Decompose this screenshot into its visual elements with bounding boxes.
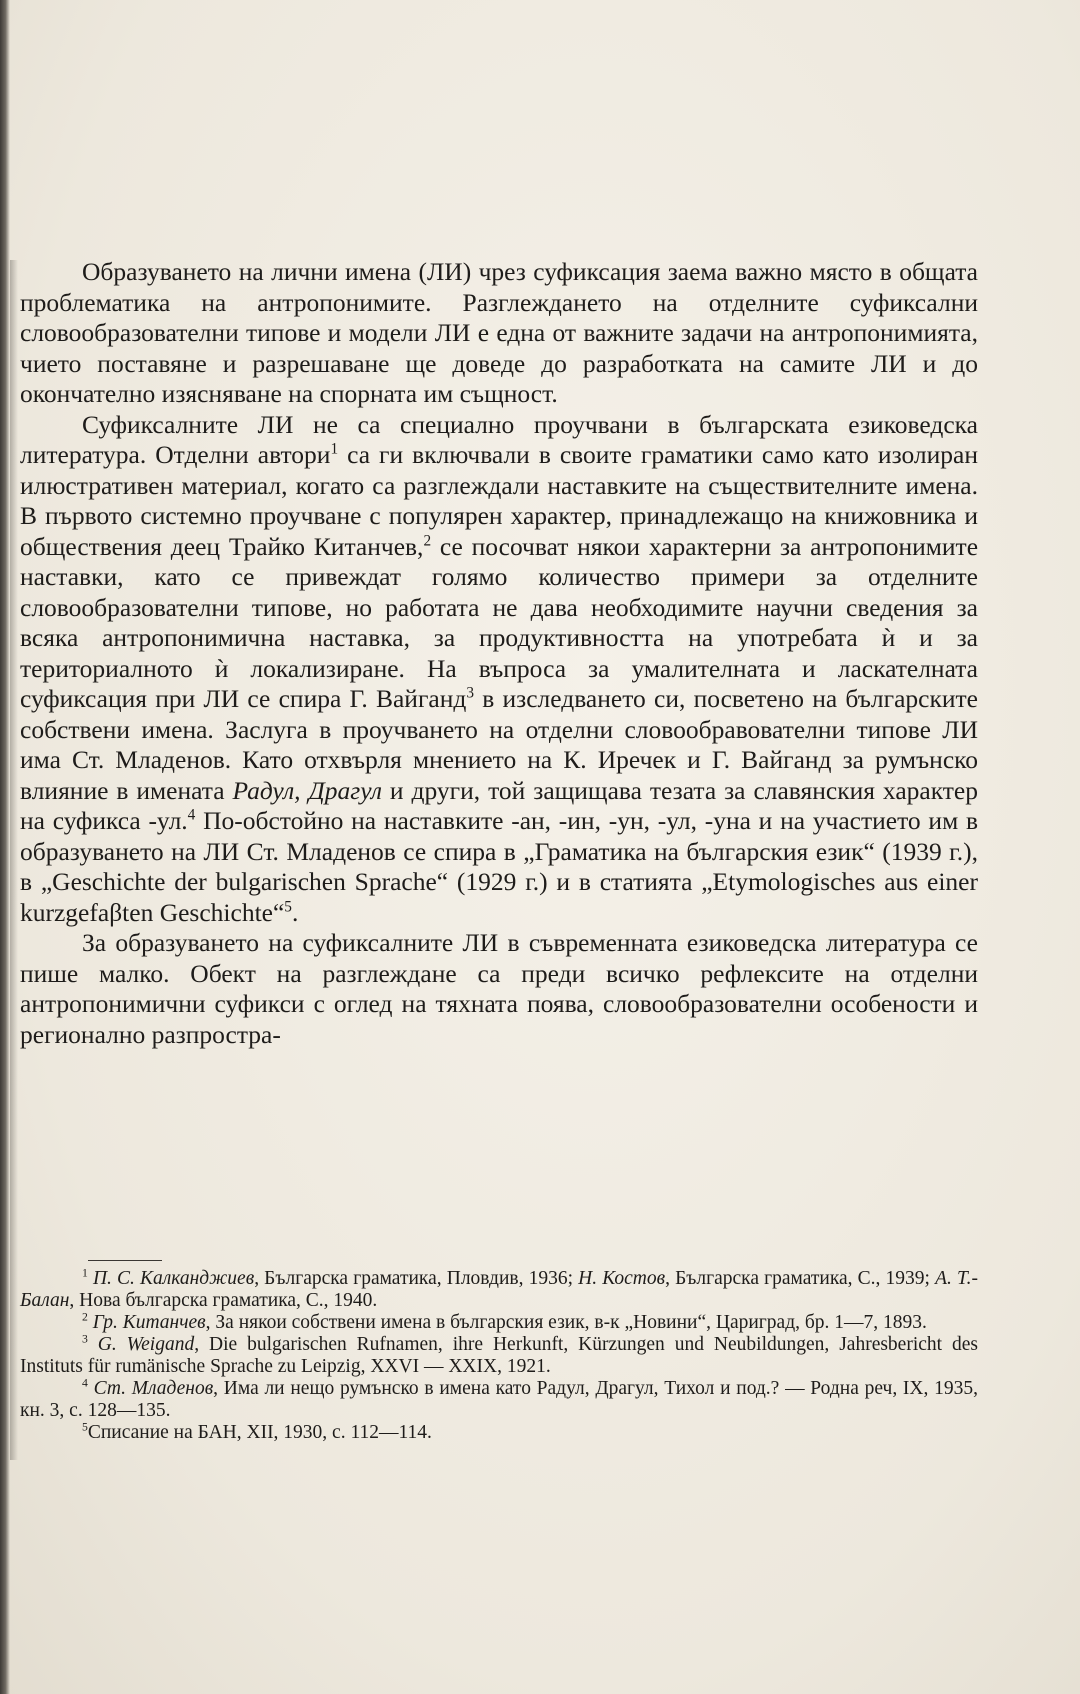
footnote-ref-4: 4 — [187, 806, 196, 824]
footnote-ref-5: 5 — [284, 898, 292, 915]
footnote-4: $^4$ Ст. Младенов, Има ли нещо румънско в имена като Радул, Драгул, Тихол и под.? — Родна реч, IX, 1935, кн. 3, с. 128—135. — [20, 1376, 978, 1421]
footnote-ref-3: 3 — [466, 684, 475, 702]
footnote-ref-2: 2 — [423, 532, 432, 549]
paragraph-2: Суфиксалните ЛИ не са специално проучвани в българската езиковедска литература. Отделни автори$^1$ са ги включвали в своите граматики само като изолиран илюстративен материал, когато са разглеждали наставките на съществителните имена. В първото системно проучване с популярен характер, принадлежащо на книжовника и обществения деец Трайко Китанчев,$^2$ се посочват някои характерни за антропонимите наставки, като се привеждат голямо количество примери за отделните словообразователни типове, но работата не дава необходимите научни сведения за всяка антропонимична наставка, за продуктивността на употребата ѝ и за териториалното ѝ локализиране. На въпроса за умалителната и ласкателната суфиксация при ЛИ се спира Г. Вайганд$^3$ в изследването си, посветено на българските собствени имена. Заслуга в проучването на отделни словообравователни типове ЛИ има Ст. Младенов. Като отхвърля мнението на К. Иречек и Г. Вайганд за румънско влияние в имената Радул, Драгул и други, той защищава тезата за славянския характер на суфикса -ул.$^4$ По-обстойно на наставките -ан, -ин, -ун, -ул, -уна и на участието им в образуването на ЛИ Ст. Младенов се спира в „Граматика на българския език“ (1939 г.), в „Geschichte der bulgarischen Sprache“ (1929 г.) и в статията „Etymologisches aus einer kurzgefaβten Geschichte“$^5$. — [20, 409, 979, 927]
paragraph-3: За образуването на суфиксалните ЛИ в съвременната езиковедска литература се пише малко. Обект на разглеждане са преди всичко рефлексите на отделни антропонимични суфикси с оглед на тяхната поява, словообразователни особености и регионално разпростра- — [20, 928, 978, 1049]
footnote-2: $^2$ Гр. Китанчев, За някои собствени имена в българския език, в-к „Новини“, Цариград, бр. 1—7, 1893. — [82, 1310, 927, 1333]
names-emphasis: Радул, Драгул — [232, 775, 382, 805]
page-edge-shadow — [10, 260, 18, 1460]
paragraph-1: Образуването на лични имена (ЛИ) чрез суфиксация заема важно място в общата проблематика на антропонимите. Разглеждането на отделните суфиксални словообразователни типове и модели ЛИ е една от важните задачи на антропонимията, чието поставяне и разрешаване ще доведе до разработката на самите ЛИ и до окончателно изясняване на спорната им същност. — [20, 257, 978, 408]
page-spine-shadow — [0, 0, 10, 1694]
footnote-5: $^5$Списание на БАН, XII, 1930, с. 112—114. — [82, 1420, 432, 1443]
main-text — [20, 257, 978, 1050]
footnote-divider — [88, 1260, 162, 1261]
footnotes — [20, 1268, 978, 1444]
footnote-ref-1: 1 — [330, 440, 339, 458]
footnote-1: $^1$ П. С. Калканджиев, Българска граматика, Пловдив, 1936; Н. Костов, Българска граматика, С., 1939; А. Т.-Балан, Нова българска граматика, С., 1940. — [20, 1266, 978, 1311]
footnote-3: $^3$ G. Weigand, Die bulgarischen Rufnamen, ihre Herkunft, Kürzungen und Neubildungen, Jahresbericht des Instituts für rumänische Sprache zu Leipzig, XXVI — XXIX, 1921. — [20, 1332, 979, 1377]
